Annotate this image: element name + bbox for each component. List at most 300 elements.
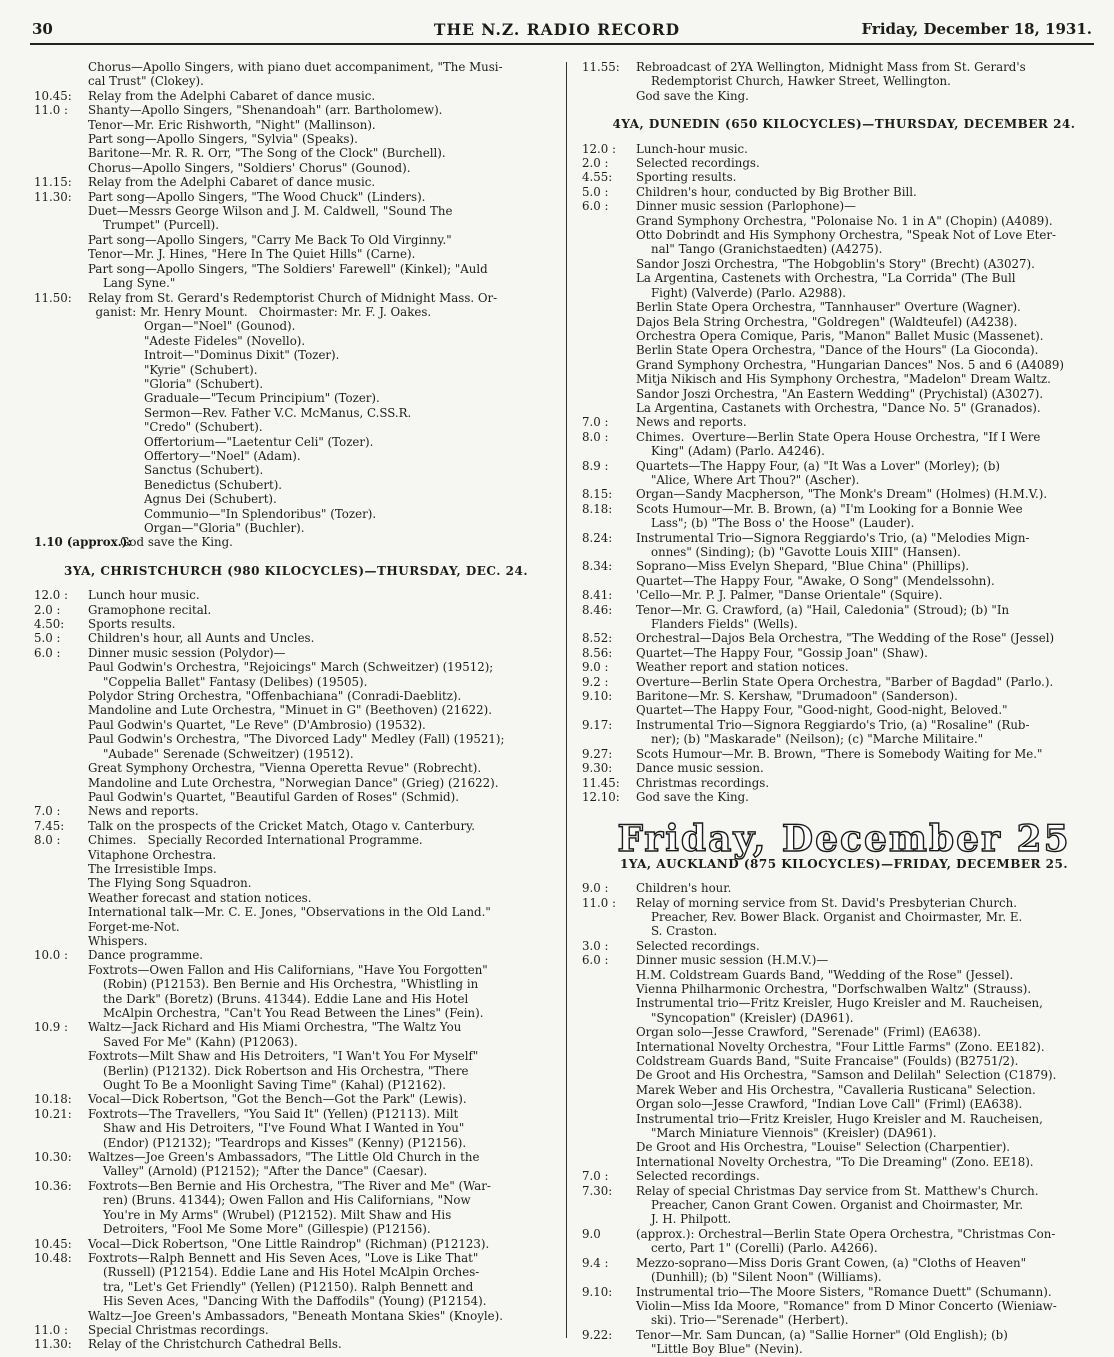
mass-item: Introit—"Dominus Dixit" (Tozer).: [144, 348, 340, 363]
entry-line: The Flying Song Squadron.: [88, 876, 252, 891]
schedule-entry: [582, 1285, 1106, 1328]
entry-line: Saved For Me" (Kahn) (P12063).: [88, 1034, 298, 1049]
entry-line: Foxtrots—Ben Bernie and His Orchestra, "The River and Me" (War-: [88, 1178, 491, 1193]
entry-line: Flanders Fields" (Wells).: [636, 617, 798, 632]
entry-text: [88, 819, 558, 833]
section-1ya-title: 1YA, AUCKLAND (875 KILOCYCLES)—FRIDAY, DECEMBER 25.: [619, 856, 1069, 871]
entry-time: 7.0 :: [34, 804, 61, 819]
schedule-entry: [34, 190, 558, 291]
entry-text: [636, 646, 1106, 660]
entry-line: 'Cello—Mr. P. J. Palmer, "Danse Orientale" (Squire).: [636, 588, 943, 603]
entry-time: 9.10:: [582, 689, 613, 704]
schedule-entry: [582, 718, 1106, 747]
mass-item: Benedictus (Schubert).: [144, 477, 283, 492]
day-heading: Friday, December 25: [617, 818, 1071, 861]
entry-line: ren) (Bruns. 41344); Owen Fallon and His Californians, "Now: [88, 1193, 471, 1208]
entry-text: [636, 199, 1106, 415]
entry-line: Lunch hour music.: [88, 588, 200, 603]
entry-line: Relay from the Adelphi Cabaret of dance music.: [88, 88, 376, 103]
entry-line: Coldstream Guards Band, "Suite Francaise" (Foulds) (B2751/2).: [636, 1054, 1019, 1068]
entry-line: God save the King.: [636, 88, 749, 103]
right-top-block: [582, 60, 1106, 103]
entry-text: [636, 531, 1106, 560]
entry-line: Quartet—The Happy Four, "Awake, O Song" (Mendelssohn).: [636, 573, 995, 588]
entry-line: Paul Godwin's Quartet, "Beautiful Garden of Roses" (Schmid).: [88, 789, 459, 804]
entry-line: certo, Part 1" (Corelli) (Parlo. A4266).: [636, 1241, 878, 1256]
entry-text: [88, 1337, 558, 1351]
entry-line: Part song—Apollo Singers, "Carry Me Back To Old Virginny.": [88, 232, 452, 247]
page-number: 30: [32, 20, 53, 38]
entry-text: [636, 896, 1106, 939]
entry-line: Instrumental trio—Fritz Kreisler, Hugo Kreisler and M. Raucheisen,: [636, 996, 1043, 1011]
entry-line: Grand Symphony Orchestra, "Hungarian Dances" Nos. 5 and 6 (A4089): [636, 357, 1065, 372]
schedule-entry: [582, 60, 1106, 103]
schedule-entry: [34, 1092, 558, 1106]
entry-time: 11.30:: [34, 189, 72, 204]
entry-line: Paul Godwin's Orchestra, "Rejoicings" March (Schweitzer) (19512);: [88, 660, 494, 675]
entry-line: Fight) (Valverde) (Parlo. A2988).: [636, 285, 846, 300]
schedule-entry: [582, 459, 1106, 488]
entry-line: Weather forecast and station notices.: [88, 890, 312, 905]
entry-line: His Seven Aces, "Dancing With the Daffodils" (Young) (P12154).: [88, 1294, 487, 1309]
entry-time: [34, 60, 88, 89]
entry-line: Violin—Miss Ida Moore, "Romance" from D Minor Concerto (Wieniaw-: [636, 1298, 1057, 1313]
schedule-entry: [34, 60, 558, 89]
schedule-entry: [34, 646, 558, 804]
entry-line: S. Craston.: [636, 924, 718, 939]
entry-text: [636, 675, 1106, 689]
entry-line: Shaw and His Detroiters, "I've Found What I Wanted in You": [88, 1121, 465, 1136]
entry-line: Berlin State Opera Orchestra, "Dance of the Hours" (La Gioconda).: [636, 343, 1039, 358]
schedule-entry: [582, 415, 1106, 429]
entry-line: Tenor—Mr. J. Hines, "Here In The Quiet Hills" (Carne).: [88, 247, 416, 262]
entry-text: [636, 559, 1106, 588]
entry-text: [636, 776, 1106, 790]
entry-line: H.M. Coldstream Guards Band, "Wedding of the Rose" (Jessel).: [636, 967, 1014, 982]
entry-time: 10.21:: [34, 1106, 72, 1121]
entry-line: (Robin) (P12153). Ben Bernie and His Orchestra, "Whistling in: [88, 977, 479, 992]
entry-time: 9.27:: [582, 746, 613, 761]
entry-text: [88, 1107, 558, 1150]
schedule-entry: [582, 761, 1106, 775]
entry-line: Special Christmas recordings.: [88, 1322, 269, 1337]
entry-text: [636, 761, 1106, 775]
entry-line: Instrumental trio—Fritz Kreisler, Hugo Kreisler and M. Raucheisen,: [636, 1111, 1043, 1126]
entry-line: Vocal—Dick Robertson, "One Little Raindrop" (Richman) (P12123).: [88, 1236, 490, 1251]
schedule-entry: [34, 175, 558, 189]
entry-line: Organ solo—Jesse Crawford, "Serenade" (Friml) (EA638).: [636, 1025, 982, 1040]
entry-line: Duet—Messrs George Wilson and J. M. Caldwell, "Sound The: [88, 204, 453, 219]
entry-text: [88, 1323, 558, 1337]
entry-time: 9.0 :: [582, 881, 609, 896]
entry-line: Mandoline and Lute Orchestra, "Minuet in G" (Beethoven) (21622).: [88, 703, 492, 718]
entry-line: Rebroadcast of 2YA Wellington, Midnight Mass from St. Gerard's: [636, 60, 1026, 74]
schedule-entry: [34, 1150, 558, 1179]
mass-item: "Kyrie" (Schubert).: [144, 362, 258, 377]
entry-line: ganist: Mr. Henry Mount. Choirmaster: Mr. F. J. Oakes.: [88, 304, 432, 319]
entry-line: Mandoline and Lute Orchestra, "Norwegian Dance" (Grieg) (21622).: [88, 775, 499, 790]
entry-line: Weather report and station notices.: [636, 660, 849, 675]
entry-line: ski). Trio—"Serenade" (Herbert).: [636, 1313, 849, 1328]
schedule-entry: [34, 588, 558, 602]
entry-text: [88, 588, 558, 602]
entry-text: [636, 603, 1106, 632]
schedule-entry: [582, 487, 1106, 501]
mass-item: Sanctus (Schubert).: [144, 463, 264, 478]
entry-time: 7.0 :: [582, 415, 609, 430]
page-header: [0, 0, 1114, 40]
entry-line: Gramophone recital.: [88, 602, 212, 617]
entry-line: Part song—Apollo Singers, "Sylvia" (Speaks).: [88, 132, 358, 147]
entry-text: [636, 631, 1106, 645]
entry-text: [88, 646, 558, 804]
entry-text: [88, 60, 558, 89]
entry-line: (Berlin) (P12132). Dick Robertson and His Orchestra, "There: [88, 1063, 469, 1078]
schedule-entry: [34, 833, 558, 948]
entry-line: Dance programme.: [88, 948, 204, 963]
entry-line: Detroiters, "Fool Me Some More" (Gillespie) (P12156).: [88, 1222, 431, 1237]
entry-text: [88, 89, 558, 103]
entry-line: Organ—Sandy Macpherson, "The Monk's Dream" (Holmes) (H.M.V.).: [636, 487, 1048, 502]
entry-time: 11.30:: [34, 1337, 72, 1352]
entry-text: [88, 1251, 558, 1323]
schedule-entry: [34, 948, 558, 1020]
entry-line: De Groot and His Orchestra, "Louise" Selection (Charpentier).: [636, 1140, 1011, 1155]
schedule-entry: [582, 1328, 1106, 1357]
schedule-entry: [582, 660, 1106, 674]
entry-line: Dajos Bela String Orchestra, "Goldregen" (Waldteufel) (A4238).: [636, 314, 1018, 329]
entry-time: 7.30:: [582, 1183, 613, 1198]
entry-line: "Syncopation" (Kreisler) (DA961).: [636, 1010, 854, 1025]
schedule-entry: [34, 291, 558, 320]
entry-time: 10.0 :: [34, 948, 68, 963]
entry-line: Orchestral—Dajos Bela Orchestra, "The Wedding of the Rose" (Jessel): [636, 631, 1055, 646]
entry-line: Dinner music session (Parlophone)—: [636, 199, 856, 214]
entry-text: [636, 415, 1106, 429]
entry-time: 10.45:: [34, 88, 72, 103]
schedule-entry: [34, 103, 558, 175]
schedule-entry: [582, 747, 1106, 761]
issue-date: Friday, December 18, 1931.: [861, 20, 1092, 38]
entry-text: [88, 1092, 558, 1106]
entry-time: 11.15:: [34, 175, 72, 190]
entry-text: [88, 631, 558, 645]
entry-time: 8.56:: [582, 645, 613, 660]
mass-item: "Credo" (Schubert).: [144, 420, 263, 435]
entry-line: International Novelty Orchestra, "To Die Dreaming" (Zono. EE18).: [636, 1154, 1034, 1169]
entry-line: Children's hour, conducted by Big Brother Bill.: [636, 184, 917, 199]
entry-line: Trumpet" (Purcell).: [88, 218, 220, 233]
entry-time: 2.0 :: [34, 602, 61, 617]
entry-time: 10.36:: [34, 1178, 72, 1193]
closing-time: 1.10 (approx.):: [34, 535, 132, 550]
entry-line: De Groot and His Orchestra, "Samson and Delilah" Selection (C1879).: [636, 1068, 1057, 1083]
entry-line: Tenor—Mr. Eric Rishworth, "Night" (Mallinson).: [88, 117, 376, 132]
mass-item: Offertorium—"Laetentur Celi" (Tozer).: [144, 434, 374, 449]
entry-text: [636, 185, 1106, 199]
entry-time: 11.50:: [34, 290, 72, 305]
entry-line: Scots Humour—Mr. B. Brown, "There is Somebody Waiting for Me.": [636, 746, 1043, 761]
entry-line: Children's hour.: [636, 881, 732, 896]
entry-time: 8.41:: [582, 588, 613, 603]
entry-line: Chorus—Apollo Singers, with piano duet accompaniment, "The Musi-: [88, 60, 503, 74]
schedule-entry: [34, 1107, 558, 1150]
entry-line: King" (Adam) (Parlo. A4246).: [636, 444, 825, 459]
section-3ya-title: 3YA, CHRISTCHURCH (980 KILOCYCLES)—THURSDAY, DEC. 24.: [64, 563, 528, 578]
entry-time: 8.34:: [582, 559, 613, 574]
entry-line: "Aubade" Serenade (Schweitzer) (19512).: [88, 746, 354, 761]
entry-text: [636, 156, 1106, 170]
entry-line: International Novelty Orchestra, "Four Little Farms" (Zono. EE182).: [636, 1039, 1045, 1054]
entry-line: Organ solo—Jesse Crawford, "Indian Love Call" (Friml) (EA638).: [636, 1097, 1023, 1112]
entry-text: [636, 953, 1106, 1169]
entry-time: 8.18:: [582, 501, 613, 516]
entry-text: [636, 142, 1106, 156]
entry-line: Tenor—Mr. G. Crawford, (a) "Hail, Caledonia" (Stroud); (b) "In: [636, 602, 1010, 617]
entry-line: Vienna Philharmonic Orchestra, "Dorfschwalben Waltz" (Strauss).: [636, 981, 1032, 996]
entry-text: [636, 60, 1106, 103]
entry-text: [88, 291, 558, 320]
entry-time: 9.30:: [582, 761, 613, 776]
entry-time: 9.10:: [582, 1284, 613, 1299]
entry-line: Instrumental Trio—Signora Reggiardo's Trio, (a) "Melodies Mign-: [636, 530, 1030, 545]
entry-time: 11.45:: [582, 775, 620, 790]
entry-line: Relay of the Christchurch Cathedral Bells.: [88, 1337, 342, 1352]
entry-line: News and reports.: [636, 415, 747, 430]
schedule-entry: [582, 502, 1106, 531]
entry-text: [636, 1285, 1106, 1328]
entry-line: Foxtrots—Owen Fallon and His Californians, "Have You Forgotten": [88, 962, 488, 977]
entry-text: [88, 603, 558, 617]
entry-line: J. H. Philpott.: [636, 1212, 732, 1227]
entry-line: "Little Boy Blue" (Nevin).: [636, 1342, 803, 1357]
entry-time: 4.55:: [582, 170, 613, 185]
schedule-entry: [582, 170, 1106, 184]
entry-time: 8.46:: [582, 602, 613, 617]
entry-line: Instrumental trio—The Moore Sisters, "Romance Duett" (Schumann).: [636, 1284, 1052, 1299]
entry-line: (Endor) (P12132); "Teardrops and Kisses" (Kenny) (P12156).: [88, 1135, 467, 1150]
entry-line: Relay of special Christmas Day service from St. Matthew's Church.: [636, 1183, 1039, 1198]
entry-line: Lunch-hour music.: [636, 141, 748, 156]
entry-line: Dinner music session (Polydor)—: [88, 645, 286, 660]
entry-time: 6.0 :: [582, 199, 609, 214]
entry-time: 2.0 :: [582, 156, 609, 171]
entry-time: 7.45:: [34, 818, 65, 833]
schedule-entry: [582, 1227, 1106, 1256]
entry-line: Relay from the Adelphi Cabaret of dance music.: [88, 175, 376, 190]
schedule-entry: [34, 1237, 558, 1251]
entry-line: Grand Symphony Orchestra, "Polonaise No. 1 in A" (Chopin) (A4089).: [636, 213, 1053, 228]
header-rule: [30, 43, 1094, 45]
schedule-entry: [34, 1337, 558, 1351]
schedule-entry: [34, 89, 558, 103]
entry-line: Shanty—Apollo Singers, "Shenandoah" (arr. Bartholomew).: [88, 103, 443, 118]
entry-line: Christmas recordings.: [636, 775, 770, 790]
entry-text: [636, 502, 1106, 531]
entry-line: (approx.): Orchestral—Berlin State Opera Orchestra, "Christmas Con-: [636, 1226, 1056, 1241]
schedule-4ya: [582, 142, 1106, 805]
section-4ya-title: 4YA, DUNEDIN (650 KILOCYCLES)—THURSDAY, DECEMBER 24.: [612, 117, 1076, 132]
schedule-entry: [34, 804, 558, 818]
entry-line: Selected recordings.: [636, 1169, 760, 1184]
schedule-entry: [582, 631, 1106, 645]
entry-line: Selected recordings.: [636, 156, 760, 171]
schedule-entry: [34, 1323, 558, 1337]
entry-line: "March Miniature Viennois" (Kreisler) (DA961).: [636, 1126, 937, 1141]
entry-text: [88, 1150, 558, 1179]
schedule-entry: [582, 953, 1106, 1169]
left-column: [34, 60, 558, 1352]
entry-text: [88, 617, 558, 631]
entry-line: Baritone—Mr. S. Kershaw, "Drumadoon" (Sanderson).: [636, 689, 958, 704]
entry-text: [88, 175, 558, 189]
left-top-block: [34, 60, 558, 319]
mass-item: Offertory—"Noel" (Adam).: [144, 448, 301, 463]
entry-time: 10.30:: [34, 1150, 72, 1165]
entry-line: Sandor Joszi Orchestra, "The Hobgoblin's Story" (Brecht) (A3027).: [636, 256, 1035, 271]
entry-time: 9.17:: [582, 717, 613, 732]
entry-line: Paul Godwin's Orchestra, "The Divorced Lady" Medley (Fall) (19521);: [88, 732, 505, 747]
entry-line: ner); (b) "Maskarade" (Neilson); (c) "Marche Militaire.": [636, 732, 984, 747]
entry-line: Paul Godwin's Quartet, "Le Reve" (D'Ambrosio) (19532).: [88, 717, 426, 732]
midnight-mass-list: [34, 319, 558, 535]
schedule-entry: [582, 1256, 1106, 1285]
entry-line: Preacher, Canon Grant Cowen. Organist and Choirmaster, Mr.: [636, 1198, 1024, 1213]
entry-line: Redemptorist Church, Hawker Street, Wellington.: [636, 74, 951, 89]
entry-line: Sandor Joszi Orchestra, "An Eastern Wedding" (Prychistal) (A3027).: [636, 386, 1044, 401]
entry-line: Talk on the prospects of the Cricket Match, Otago v. Canterbury.: [88, 818, 475, 833]
entry-time: 9.2 :: [582, 674, 609, 689]
entry-line: Sporting results.: [636, 170, 737, 185]
schedule-entry: [34, 603, 558, 617]
schedule-entry: [582, 603, 1106, 632]
entry-line: Scots Humour—Mr. B. Brown, (a) "I'm Looking for a Bonnie Wee: [636, 501, 1023, 516]
entry-line: Relay of morning service from St. David's Presbyterian Church.: [636, 895, 1018, 910]
schedule-entry: [582, 675, 1106, 689]
entry-line: Soprano—Miss Evelyn Shepard, "Blue China" (Phillips).: [636, 559, 970, 574]
entry-line: Berlin State Opera Orchestra, "Tannhauser" Overture (Wagner).: [636, 300, 1021, 315]
entry-line: Otto Dobrindt and His Symphony Orchestra, "Speak Not of Love Eter-: [636, 228, 1057, 243]
entry-time: 5.0 :: [34, 631, 61, 646]
entry-time: 11.0 :: [582, 895, 616, 910]
schedule-entry: [582, 896, 1106, 939]
entry-text: [636, 1256, 1106, 1285]
entry-line: News and reports.: [88, 804, 199, 819]
entry-text: [636, 660, 1106, 674]
entry-time: 12.0 :: [34, 588, 68, 603]
entry-time: 8.52:: [582, 631, 613, 646]
entry-line: tra, "Let's Get Friendly" (Yellen) (P12150). Ralph Bennett and: [88, 1279, 474, 1294]
right-column: [582, 60, 1106, 1357]
entry-line: Chimes. Overture—Berlin State Opera House Orchestra, "If I Were: [636, 429, 1041, 444]
schedule-entry: [34, 631, 558, 645]
entry-line: Part song—Apollo Singers, "The Soldiers' Farewell" (Kinkel); "Auld: [88, 261, 488, 276]
entry-text: [88, 190, 558, 291]
entry-time: 12.0 :: [582, 141, 616, 156]
entry-time: 10.18:: [34, 1092, 72, 1107]
entry-line: Great Symphony Orchestra, "Vienna Operetta Revue" (Robrecht).: [88, 761, 482, 776]
entry-time: 3.0 :: [582, 938, 609, 953]
entry-time: 8.15:: [582, 487, 613, 502]
schedule-entry: [582, 430, 1106, 459]
entry-line: Ought To Be a Moonlight Saving Time" (Kahal) (P12162).: [88, 1078, 447, 1093]
entry-text: [636, 487, 1106, 501]
entry-time: 9.4 :: [582, 1255, 609, 1270]
schedule-entry: [582, 199, 1106, 415]
entry-line: Tenor—Mr. Sam Duncan, (a) "Sallie Horner" (Old English); (b): [636, 1327, 1008, 1342]
entry-line: (Russell) (P12154). Eddie Lane and His Hotel McAlpin Orches-: [88, 1265, 480, 1280]
entry-line: Foxtrots—Ralph Bennett and His Seven Aces, "Love is Like That": [88, 1250, 479, 1265]
entry-text: [88, 804, 558, 818]
entry-line: International talk—Mr. C. E. Jones, "Observations in the Old Land.": [88, 905, 491, 920]
entry-line: Children's hour, all Aunts and Uncles.: [88, 631, 315, 646]
entry-time: 10.48:: [34, 1250, 72, 1265]
mass-item: Organ—"Gloria" (Buchler).: [144, 521, 305, 535]
entry-text: [636, 881, 1106, 895]
schedule-entry: [582, 588, 1106, 602]
entry-text: [636, 1227, 1106, 1256]
entry-line: Quartet—The Happy Four, "Good-night, Good-night, Beloved.": [636, 703, 1008, 718]
schedule-entry: [582, 559, 1106, 588]
entry-line: Part song—Apollo Singers, "The Wood Chuck" (Linders).: [88, 189, 426, 204]
entry-line: God save the King.: [636, 789, 749, 804]
schedule-entry: [582, 185, 1106, 199]
entry-line: "Alice, Where Art Thou?" (Ascher).: [636, 472, 860, 487]
schedule-entry: [582, 939, 1106, 953]
entry-line: the Dark" (Boretz) (Bruns. 41344). Eddie Lane and His Hotel: [88, 991, 469, 1006]
publication-title: THE N.Z. RADIO RECORD: [433, 20, 681, 39]
entry-text: [636, 939, 1106, 953]
entry-line: Mitja Nikisch and His Symphony Orchestra, "Madelon" Dream Waltz.: [636, 372, 1051, 387]
entry-time: 5.0 :: [582, 184, 609, 199]
mass-item: "Gloria" (Schubert).: [144, 376, 264, 391]
mass-item: Organ—"Noel" (Gounod).: [144, 319, 296, 334]
schedule-entry: [582, 646, 1106, 660]
entry-line: Chimes. Specially Recorded International Programme.: [88, 833, 423, 848]
entry-text: [636, 689, 1106, 718]
schedule-entry: [582, 1184, 1106, 1227]
entry-text: [636, 1169, 1106, 1183]
schedule-3ya: [34, 588, 558, 1352]
entry-line: Selected recordings.: [636, 938, 760, 953]
entry-time: 7.0 :: [582, 1169, 609, 1184]
entry-line: You're in My Arms" (Wrubel) (P12152). Milt Shaw and His: [88, 1207, 452, 1222]
mass-item: Graduale—"Tecum Principium" (Tozer).: [144, 391, 380, 406]
entry-line: Forget-me-Not.: [88, 919, 180, 934]
entry-text: [636, 588, 1106, 602]
entry-time: 11.0 :: [34, 103, 68, 118]
entry-text: [636, 170, 1106, 184]
entry-text: [88, 1179, 558, 1237]
entry-line: Waltz—Jack Richard and His Miami Orchestra, "The Waltz You: [88, 1020, 462, 1035]
entry-time: 8.24:: [582, 530, 613, 545]
entry-line: Foxtrots—Milt Shaw and His Detroiters, "I Wan't You For Myself": [88, 1049, 479, 1064]
entry-text: [636, 747, 1106, 761]
schedule-entry: [582, 156, 1106, 170]
entry-time: 8.0 :: [34, 833, 61, 848]
entry-line: Quartet—The Happy Four, "Gossip Joan" (Shaw).: [636, 645, 928, 660]
entry-text: [88, 833, 558, 948]
entry-line: Baritone—Mr. R. R. Orr, "The Song of the Clock" (Burchell).: [88, 146, 446, 161]
schedule-entry: [582, 790, 1106, 804]
entry-time: 4.50:: [34, 617, 65, 632]
entry-line: La Argentina, Castanets with Orchestra, "Dance No. 5" (Granados).: [636, 400, 1041, 415]
entry-text: [88, 1237, 558, 1251]
entry-line: Instrumental Trio—Signora Reggiardo's Trio, (a) "Rosaline" (Rub-: [636, 717, 1030, 732]
entry-line: Orchestra Opera Comique, Paris, "Manon" Ballet Music (Massenet).: [636, 328, 1044, 343]
mass-item: Communio—"In Splendoribus" (Tozer).: [144, 506, 377, 521]
entry-line: cal Trust" (Clokey).: [88, 74, 204, 89]
